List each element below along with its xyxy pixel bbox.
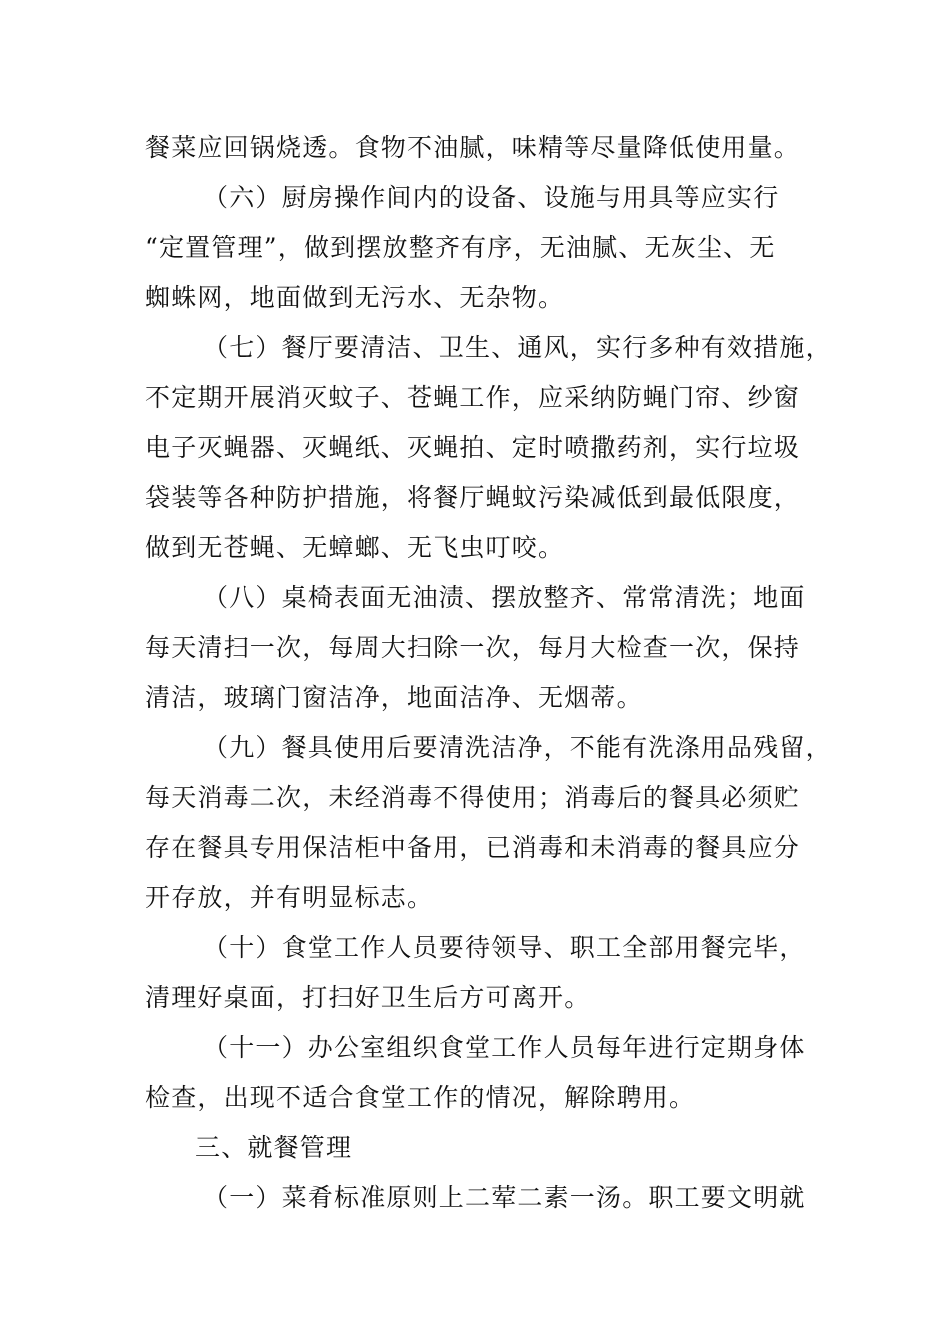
- text-line: 清理好桌面，打扫好卫生后方可离开。: [145, 983, 591, 1012]
- text-line: 电子灭蝇器、灭蝇纸、灭蝇拍、定时喷撒药剂，实行垃圾: [145, 433, 801, 462]
- paragraph-one-start: （一）菜肴标准原则上二荤二素一汤。职工要文明就: [203, 1183, 806, 1212]
- text-line: 检查，出现不适合食堂工作的情况，解除聘用。: [145, 1083, 696, 1112]
- text-line: 清洁，玻璃门窗洁净，地面洁净、无烟蒂。: [145, 683, 643, 712]
- text-line: 餐菜应回锅烧透。食物不油腻，味精等尽量降低使用量。: [145, 133, 801, 162]
- text-line: 蜘蛛网，地面做到无污水、无杂物。: [145, 283, 565, 312]
- paragraph-eight-start: （八）桌椅表面无油渍、摆放整齐、常常清洗；地面: [203, 583, 806, 612]
- text-line: 做到无苍蝇、无蟑螂、无飞虫叮咬。: [145, 533, 565, 562]
- section-heading: 三、就餐管理: [195, 1133, 353, 1162]
- paragraph-eleven-start: （十一）办公室组织食堂工作人员每年进行定期身体: [203, 1033, 806, 1062]
- text-line: 每天清扫一次，每周大扫除一次，每月大检查一次，保持: [145, 633, 801, 662]
- text-line: 存在餐具专用保洁柜中备用，已消毒和未消毒的餐具应分: [145, 833, 801, 862]
- text-line: “定置管理”，做到摆放整齐有序，无油腻、无灰尘、无: [145, 233, 776, 262]
- paragraph-seven-start: （七）餐厅要清洁、卫生、通风，实行多种有效措施，: [203, 333, 832, 362]
- text-line: 开存放，并有明显标志。: [145, 883, 434, 912]
- paragraph-six-start: （六）厨房操作间内的设备、设施与用具等应实行: [203, 183, 780, 212]
- text-line: 不定期开展消灭蚊子、苍蝇工作，应采纳防蝇门帘、纱窗: [145, 383, 801, 412]
- text-line: 袋装等各种防护措施，将餐厅蝇蚊污染减低到最低限度，: [145, 483, 801, 512]
- paragraph-nine-start: （九）餐具使用后要清洗洁净，不能有洗涤用品残留，: [203, 733, 832, 762]
- text-line: 每天消毒二次，未经消毒不得使用；消毒后的餐具必须贮: [145, 783, 801, 812]
- paragraph-ten-start: （十）食堂工作人员要待领导、职工全部用餐完毕，: [203, 933, 806, 962]
